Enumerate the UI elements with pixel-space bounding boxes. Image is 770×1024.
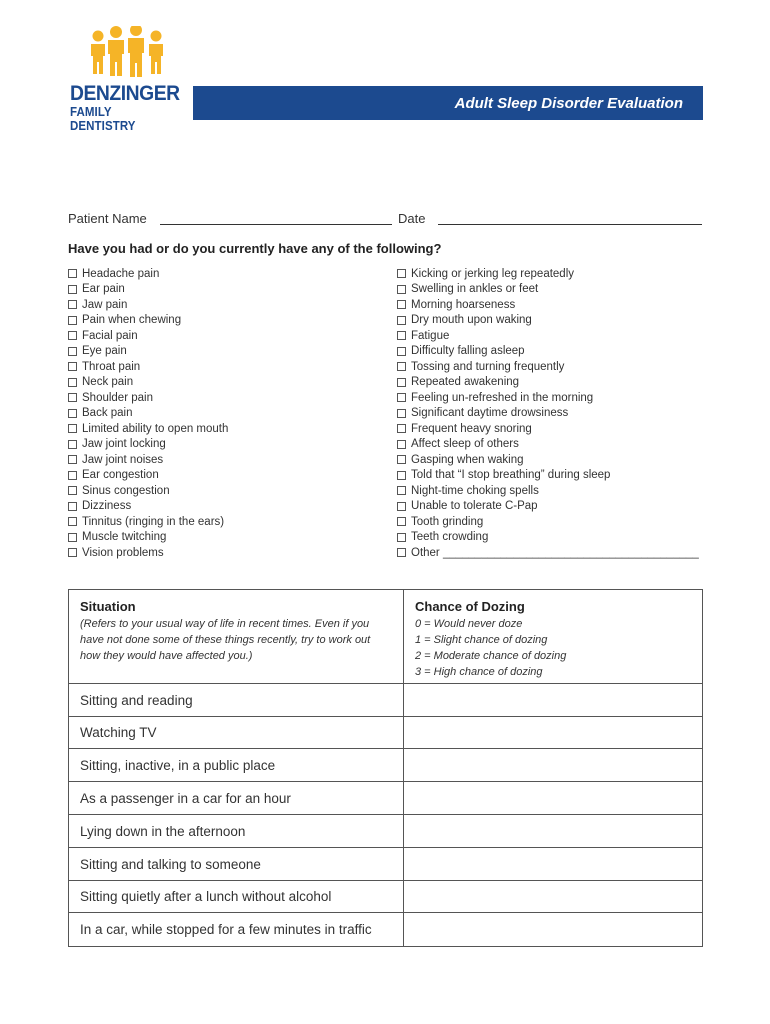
checklist-item-label: Gasping when waking xyxy=(411,453,524,466)
practice-logo xyxy=(70,26,190,133)
dozing-score-cell[interactable] xyxy=(405,685,700,715)
checklist-item-unable-to-tolerate-c-pap[interactable] xyxy=(397,499,699,515)
checkbox[interactable] xyxy=(397,486,406,495)
logo-subtitle: FAMILY DENTISTRY xyxy=(70,105,136,133)
checklist-item-label: Tooth grinding xyxy=(411,515,484,528)
checklist-item-label: Teeth crowding xyxy=(411,531,489,544)
checklist-item-vision-problems[interactable] xyxy=(68,545,228,561)
checklist-item-label: Dizziness xyxy=(82,500,132,513)
checkbox[interactable] xyxy=(68,502,77,511)
checklist-item-gasping-when-waking[interactable] xyxy=(397,452,699,468)
checklist-item-label: Night-time choking spells xyxy=(411,484,539,497)
checkbox[interactable] xyxy=(397,362,406,371)
checkbox[interactable] xyxy=(397,409,406,418)
chance-scale-item: 3 = High chance of dozing xyxy=(415,666,543,678)
checklist-item-sinus-congestion[interactable] xyxy=(68,483,228,499)
checklist-item-label: Told that “I stop breathing” during sleep xyxy=(411,469,611,482)
checklist-item-label: Throat pain xyxy=(82,360,141,373)
dozing-score-cell[interactable] xyxy=(405,915,700,945)
checklist-item-label: Fatigue xyxy=(411,329,450,342)
checkbox[interactable] xyxy=(397,533,406,542)
checklist-item-label: Jaw pain xyxy=(82,298,128,311)
checklist-item-told-that-i-stop-breathing-during-sleep[interactable] xyxy=(397,468,699,484)
checklist-item-dizziness[interactable] xyxy=(68,499,228,515)
checklist-item-label: Neck pain xyxy=(82,376,134,389)
situation-title: Situation xyxy=(80,599,136,614)
checkbox[interactable] xyxy=(68,517,77,526)
dozing-score-cell[interactable] xyxy=(405,783,700,813)
checklist-item-back-pain[interactable] xyxy=(68,406,228,422)
checklist-item-label: Ear pain xyxy=(82,283,125,296)
checklist-item-label: Affect sleep of others xyxy=(411,438,519,451)
checklist-item-jaw-joint-locking[interactable] xyxy=(68,437,228,453)
checklist-item-label: Jaw joint locking xyxy=(82,438,166,451)
situation-label: Sitting and reading xyxy=(80,692,193,708)
checklist-item-label: Facial pain xyxy=(82,329,138,342)
checklist-item-label: Limited ability to open mouth xyxy=(82,422,229,435)
checklist-item-label: Tossing and turning frequently xyxy=(411,360,565,373)
checklist-item-label: Repeated awakening xyxy=(411,376,520,389)
checklist-item-label: Significant daytime drowsiness xyxy=(411,407,569,420)
checkbox[interactable] xyxy=(68,393,77,402)
checklist-item-ear-pain[interactable] xyxy=(68,282,228,298)
symptoms-question: Have you had or do you currently have any of the following? xyxy=(68,241,442,256)
table-row xyxy=(69,914,702,947)
checkbox[interactable] xyxy=(397,300,406,309)
checklist-item-tooth-grinding[interactable] xyxy=(397,514,699,530)
checkbox[interactable] xyxy=(397,393,406,402)
checkbox[interactable] xyxy=(397,455,406,464)
checklist-item-label: Pain when chewing xyxy=(82,314,182,327)
chance-scale-item: 2 = Moderate chance of dozing xyxy=(415,650,567,662)
checkbox[interactable] xyxy=(68,440,77,449)
family-figures-logo-icon xyxy=(88,26,172,82)
checkbox[interactable] xyxy=(68,486,77,495)
checkbox[interactable] xyxy=(68,285,77,294)
checklist-item-label: Vision problems xyxy=(82,546,164,559)
checklist-item-muscle-twitching[interactable] xyxy=(68,530,228,546)
checkbox[interactable] xyxy=(68,362,77,371)
checklist-item-label: Sinus congestion xyxy=(82,484,170,497)
checkbox[interactable] xyxy=(68,378,77,387)
checkbox[interactable] xyxy=(68,269,77,278)
form-title: Adult Sleep Disorder Evaluation xyxy=(454,94,683,112)
checklist-item-kicking-or-jerking-leg-repeatedly[interactable] xyxy=(397,266,699,282)
checklist-item-label: Dry mouth upon waking xyxy=(411,314,532,327)
checkbox[interactable] xyxy=(68,424,77,433)
checklist-item-significant-daytime-drowsiness[interactable] xyxy=(397,406,699,422)
checklist-item-label: Swelling in ankles or feet xyxy=(411,283,539,296)
dozing-score-cell[interactable] xyxy=(405,849,700,879)
situation-label: Watching TV xyxy=(80,725,157,741)
checklist-item-label: Kicking or jerking leg repeatedly xyxy=(411,267,575,280)
checklist-item-swelling-in-ankles-or-feet[interactable] xyxy=(397,282,699,298)
table-row xyxy=(69,684,702,717)
situation-label: In a car, while stopped for a few minutes in traffic xyxy=(80,922,372,938)
checklist-item-label: Ear congestion xyxy=(82,469,159,482)
checkbox[interactable] xyxy=(397,285,406,294)
checklist-item-label: Shoulder pain xyxy=(82,391,153,404)
chance-scale-item: 1 = Slight chance of dozing xyxy=(415,634,548,646)
dozing-score-cell[interactable] xyxy=(405,751,700,781)
checklist-item-jaw-joint-noises[interactable] xyxy=(68,452,228,468)
patient-name-label: Patient Name xyxy=(68,211,147,226)
checkbox[interactable] xyxy=(68,347,77,356)
checklist-item-label: Other ________________________________________ xyxy=(411,546,699,559)
checklist-item-other[interactable] xyxy=(397,545,699,561)
checklist-item-ear-congestion[interactable] xyxy=(68,468,228,484)
table-row xyxy=(69,782,702,815)
checklist-item-repeated-awakening[interactable] xyxy=(397,375,699,391)
checkbox[interactable] xyxy=(397,316,406,325)
checkbox[interactable] xyxy=(68,548,77,557)
table-row xyxy=(69,717,702,750)
checklist-item-headache-pain[interactable] xyxy=(68,266,228,282)
checklist-item-label: Tinnitus (ringing in the ears) xyxy=(82,515,225,528)
checkbox[interactable] xyxy=(397,347,406,356)
situation-label: As a passenger in a car for an hour xyxy=(80,790,291,806)
table-row xyxy=(69,848,702,881)
checklist-item-dry-mouth-upon-waking[interactable] xyxy=(397,313,699,329)
checklist-item-label: Eye pain xyxy=(82,345,127,358)
checklist-item-label: Back pain xyxy=(82,407,133,420)
situation-label: Sitting, inactive, in a public place xyxy=(80,758,276,774)
checkbox[interactable] xyxy=(397,517,406,526)
checkbox[interactable] xyxy=(68,300,77,309)
checkbox[interactable] xyxy=(68,331,77,340)
checklist-item-pain-when-chewing[interactable] xyxy=(68,313,228,329)
situation-label: Lying down in the afternoon xyxy=(80,823,246,839)
checklist-item-night-time-choking-spells[interactable] xyxy=(397,483,699,499)
checklist-item-neck-pain[interactable] xyxy=(68,375,228,391)
checklist-item-label: Headache pain xyxy=(82,267,160,280)
checklist-item-tinnitus-ringing-in-the-ears[interactable] xyxy=(68,514,228,530)
checklist-item-label: Jaw joint noises xyxy=(82,453,164,466)
checklist-item-difficulty-falling-asleep[interactable] xyxy=(397,344,699,360)
checklist-item-label: Frequent heavy snoring xyxy=(411,422,532,435)
chance-scale xyxy=(415,616,695,680)
situation-label: Sitting quietly after a lunch without alcohol xyxy=(80,889,332,905)
dozing-score-cell[interactable] xyxy=(405,816,700,846)
checklist-item-label: Muscle twitching xyxy=(82,531,167,544)
dozing-score-cell[interactable] xyxy=(405,718,700,748)
checklist-item-label: Feeling un-refreshed in the morning xyxy=(411,391,594,404)
chance-title: Chance of Dozing xyxy=(415,599,525,614)
table-row xyxy=(69,881,702,914)
dozing-scale-table xyxy=(68,589,703,947)
checklist-item-eye-pain[interactable] xyxy=(68,344,228,360)
checkbox[interactable] xyxy=(397,378,406,387)
checkbox[interactable] xyxy=(68,471,77,480)
checkbox[interactable] xyxy=(68,409,77,418)
checklist-item-affect-sleep-of-others[interactable] xyxy=(397,437,699,453)
checklist-item-morning-hoarseness[interactable] xyxy=(397,297,699,313)
logo-name: DENZINGER xyxy=(70,82,180,105)
checklist-item-label: Unable to tolerate C-Pap xyxy=(411,500,538,513)
checkbox[interactable] xyxy=(397,471,406,480)
checklist-item-limited-ability-to-open-mouth[interactable] xyxy=(68,421,228,437)
chance-scale-item: 0 = Would never doze xyxy=(415,618,523,630)
date-label: Date xyxy=(398,211,426,226)
dozing-score-cell[interactable] xyxy=(405,882,700,912)
situation-label: Sitting and talking to someone xyxy=(80,856,261,872)
situation-note: (Refers to your usual way of life in recent times. Even if you have not done some of these things recently, try to work out how they would have affected you.) xyxy=(80,618,371,662)
checklist-item-facial-pain[interactable] xyxy=(68,328,228,344)
checkbox[interactable] xyxy=(68,455,77,464)
patient-name-field[interactable] xyxy=(160,224,392,225)
checkbox[interactable] xyxy=(397,502,406,511)
checklist-item-label: Difficulty falling asleep xyxy=(411,345,525,358)
checklist-item-shoulder-pain[interactable] xyxy=(68,390,228,406)
checklist-item-jaw-pain[interactable] xyxy=(68,297,228,313)
checklist-item-feeling-un-refreshed-in-the-morning[interactable] xyxy=(397,390,699,406)
checkbox[interactable] xyxy=(397,269,406,278)
symptom-checklist-left xyxy=(68,266,228,561)
checkbox[interactable] xyxy=(397,331,406,340)
checklist-item-tossing-and-turning-frequently[interactable] xyxy=(397,359,699,375)
checkbox[interactable] xyxy=(397,424,406,433)
checklist-item-frequent-heavy-snoring[interactable] xyxy=(397,421,699,437)
symptom-checklist-right xyxy=(397,266,699,561)
checklist-item-teeth-crowding[interactable] xyxy=(397,530,699,546)
checkbox[interactable] xyxy=(68,533,77,542)
table-row xyxy=(69,815,702,848)
column-divider xyxy=(403,590,404,946)
checkbox[interactable] xyxy=(397,440,406,449)
checklist-item-fatigue[interactable] xyxy=(397,328,699,344)
form-title-bar xyxy=(193,86,703,120)
table-header xyxy=(69,590,702,684)
checklist-item-throat-pain[interactable] xyxy=(68,359,228,375)
checkbox[interactable] xyxy=(68,316,77,325)
checkbox[interactable] xyxy=(397,548,406,557)
checklist-item-label: Morning hoarseness xyxy=(411,298,516,311)
table-row xyxy=(69,750,702,783)
date-field[interactable] xyxy=(438,224,702,225)
